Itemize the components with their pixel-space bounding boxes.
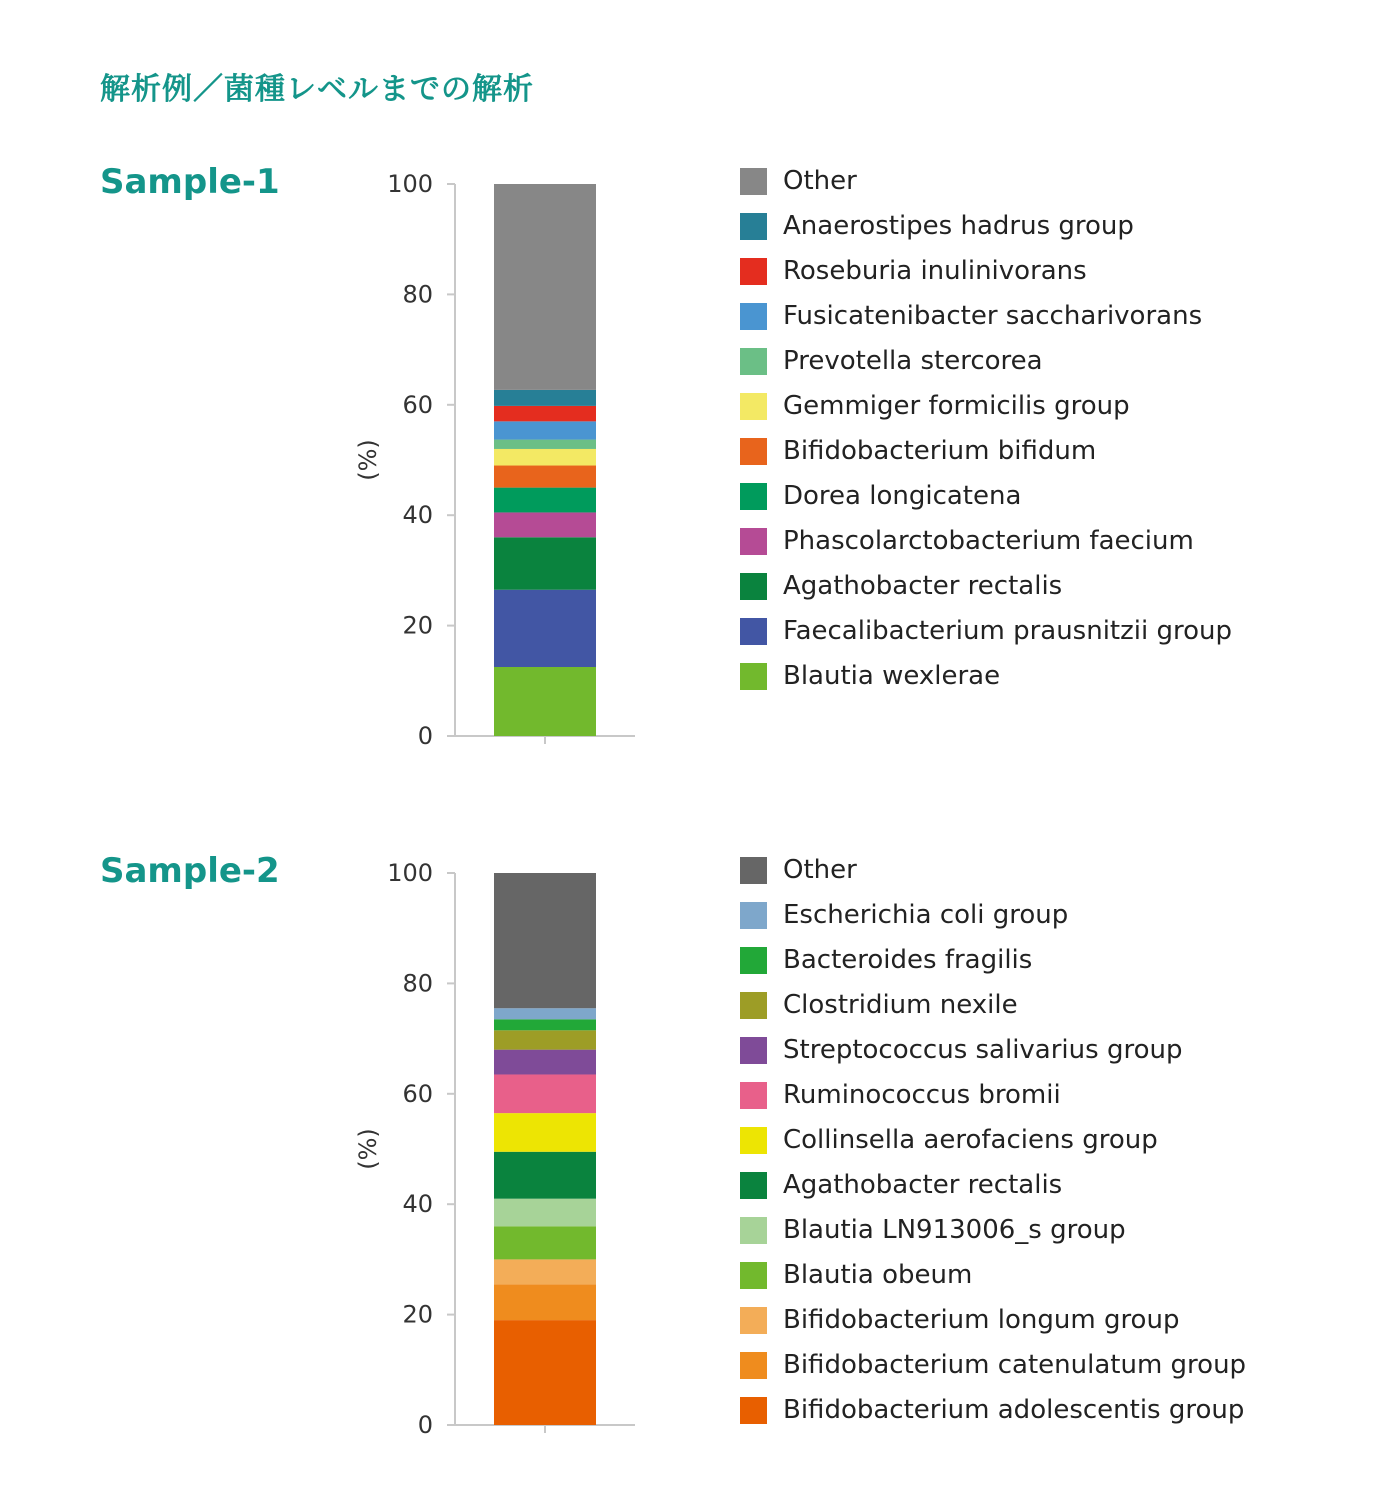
sample-2-panel — [0, 851, 1400, 1491]
bar-segment — [494, 1284, 596, 1320]
bar-segment — [494, 512, 596, 537]
legend-item — [740, 661, 1000, 691]
bar-segment — [494, 1199, 596, 1227]
legend-item — [740, 990, 1018, 1020]
legend-item — [740, 616, 1232, 646]
legend-item — [740, 1260, 972, 1290]
legend-swatch — [740, 1172, 767, 1199]
legend-swatch — [740, 438, 767, 465]
legend-label: Roseburia inulinivorans — [783, 256, 1087, 286]
legend-item — [740, 855, 857, 885]
bar-segment — [494, 1019, 596, 1030]
legend-item — [740, 391, 1130, 421]
legend-item — [740, 1215, 1126, 1245]
bar-segment — [494, 1113, 596, 1152]
legend-label: Blautia LN913006_s group — [783, 1215, 1126, 1245]
y-tick-label: 40 — [402, 501, 433, 530]
legend-item — [740, 211, 1134, 241]
bar-segment — [494, 1074, 596, 1113]
sample-label: Sample-1 — [100, 162, 280, 202]
y-tick-label: 80 — [402, 280, 433, 309]
legend-swatch — [740, 1262, 767, 1289]
legend-swatch — [740, 1307, 767, 1334]
legend-label: Bifidobacterium bifidum — [783, 436, 1097, 466]
legend-swatch — [740, 1217, 767, 1244]
legend-item — [740, 1125, 1158, 1155]
legend-swatch — [740, 992, 767, 1019]
bar-segment — [494, 488, 596, 513]
legend-item — [740, 481, 1021, 511]
bar-segment — [494, 184, 596, 390]
legend-item — [740, 166, 857, 196]
legend-label: Agathobacter rectalis — [783, 1170, 1063, 1200]
legend-swatch — [740, 1127, 767, 1154]
legend-label: Bifidobacterium adolescentis group — [783, 1395, 1245, 1425]
legend-label: Agathobacter rectalis — [783, 571, 1063, 601]
legend-swatch — [740, 1352, 767, 1379]
bar-segment — [494, 466, 596, 488]
bar-segment — [494, 667, 596, 736]
bar-segment — [494, 1259, 596, 1284]
legend-swatch — [740, 573, 767, 600]
legend-swatch — [740, 483, 767, 510]
sample-label: Sample-2 — [100, 851, 280, 891]
stacked-bar-chart — [340, 162, 660, 762]
legend-swatch — [740, 947, 767, 974]
legend-swatch — [740, 663, 767, 690]
legend-label: Faecalibacterium prausnitzii group — [783, 616, 1232, 646]
legend-swatch — [740, 902, 767, 929]
legend-item — [740, 1305, 1179, 1335]
legend-label: Other — [783, 855, 857, 885]
bar-segment — [494, 421, 596, 439]
legend-swatch — [740, 1082, 767, 1109]
y-tick-label: 80 — [402, 969, 433, 998]
legend-item — [740, 1170, 1062, 1200]
bar-segment — [494, 406, 596, 421]
legend-swatch — [740, 1397, 767, 1424]
legend-label: Phascolarctobacterium faecium — [783, 526, 1194, 556]
bar-segment — [494, 1030, 596, 1049]
legend-label: Streptococcus salivarius group — [783, 1035, 1183, 1065]
legend-item — [740, 571, 1062, 601]
bar-segment — [494, 1050, 596, 1075]
legend-label: Dorea longicatena — [783, 481, 1022, 511]
y-tick-label: 40 — [402, 1190, 433, 1219]
y-tick-label: 60 — [402, 1079, 433, 1108]
y-tick-label: 100 — [387, 170, 433, 198]
bar-segment — [494, 390, 596, 406]
y-axis-label: (%) — [354, 1128, 382, 1170]
legend-item — [740, 1350, 1246, 1380]
legend-label: Blautia wexlerae — [783, 661, 1001, 691]
legend-label: Escherichia coli group — [783, 900, 1069, 930]
legend-item — [740, 1080, 1061, 1110]
legend-swatch — [740, 1037, 767, 1064]
y-axis-label: (%) — [354, 439, 382, 481]
legend-item — [740, 1035, 1182, 1065]
legend-label: Blautia obeum — [783, 1260, 973, 1290]
legend-item — [740, 301, 1202, 331]
legend-item — [740, 346, 1043, 376]
bar-segment — [494, 873, 596, 1008]
y-tick-label: 20 — [402, 1300, 433, 1329]
legend-label: Prevotella stercorea — [783, 346, 1043, 376]
legend-swatch — [740, 258, 767, 285]
legend-item — [740, 945, 1032, 975]
legend-label: Anaerostipes hadrus group — [783, 211, 1134, 241]
y-tick-label: 60 — [402, 390, 433, 419]
legend-label: Other — [783, 166, 857, 196]
legend-item — [740, 436, 1096, 466]
legend-swatch — [740, 303, 767, 330]
legend-item — [740, 526, 1194, 556]
legend-label: Clostridium nexile — [783, 990, 1018, 1020]
legend-item — [740, 900, 1068, 930]
bar-segment — [494, 1152, 596, 1199]
bar-segment — [494, 440, 596, 449]
y-tick-label: 0 — [417, 722, 433, 750]
legend-swatch — [740, 393, 767, 420]
legend-label: Gemmiger formicilis group — [783, 391, 1130, 421]
legend-label: Bacteroides fragilis — [783, 945, 1033, 975]
legend-swatch — [740, 168, 767, 195]
bar-segment — [494, 1320, 596, 1425]
legend-swatch — [740, 528, 767, 555]
legend-label: Bifidobacterium catenulatum group — [783, 1350, 1247, 1380]
stacked-bar-chart — [340, 851, 660, 1451]
bar-segment — [494, 1008, 596, 1019]
legend-item — [740, 1395, 1244, 1425]
legend-swatch — [740, 618, 767, 645]
legend-swatch — [740, 213, 767, 240]
legend-item — [740, 256, 1087, 286]
legend-label: Collinsella aerofaciens group — [783, 1125, 1158, 1155]
page-title: 解析例／菌種レベルまでの解析 — [100, 72, 534, 107]
legend-label: Ruminococcus bromii — [783, 1080, 1061, 1110]
y-tick-label: 0 — [417, 1411, 433, 1439]
legend-label: Fusicatenibacter saccharivorans — [783, 301, 1203, 331]
bar-segment — [494, 590, 596, 667]
y-tick-label: 20 — [402, 611, 433, 640]
bar-segment — [494, 537, 596, 589]
bar-segment — [494, 449, 596, 466]
legend-swatch — [740, 857, 767, 884]
y-tick-label: 100 — [387, 859, 433, 887]
legend-label: Bifidobacterium longum group — [783, 1305, 1180, 1335]
sample-1-panel — [0, 162, 1400, 802]
legend-swatch — [740, 348, 767, 375]
bar-segment — [494, 1226, 596, 1259]
